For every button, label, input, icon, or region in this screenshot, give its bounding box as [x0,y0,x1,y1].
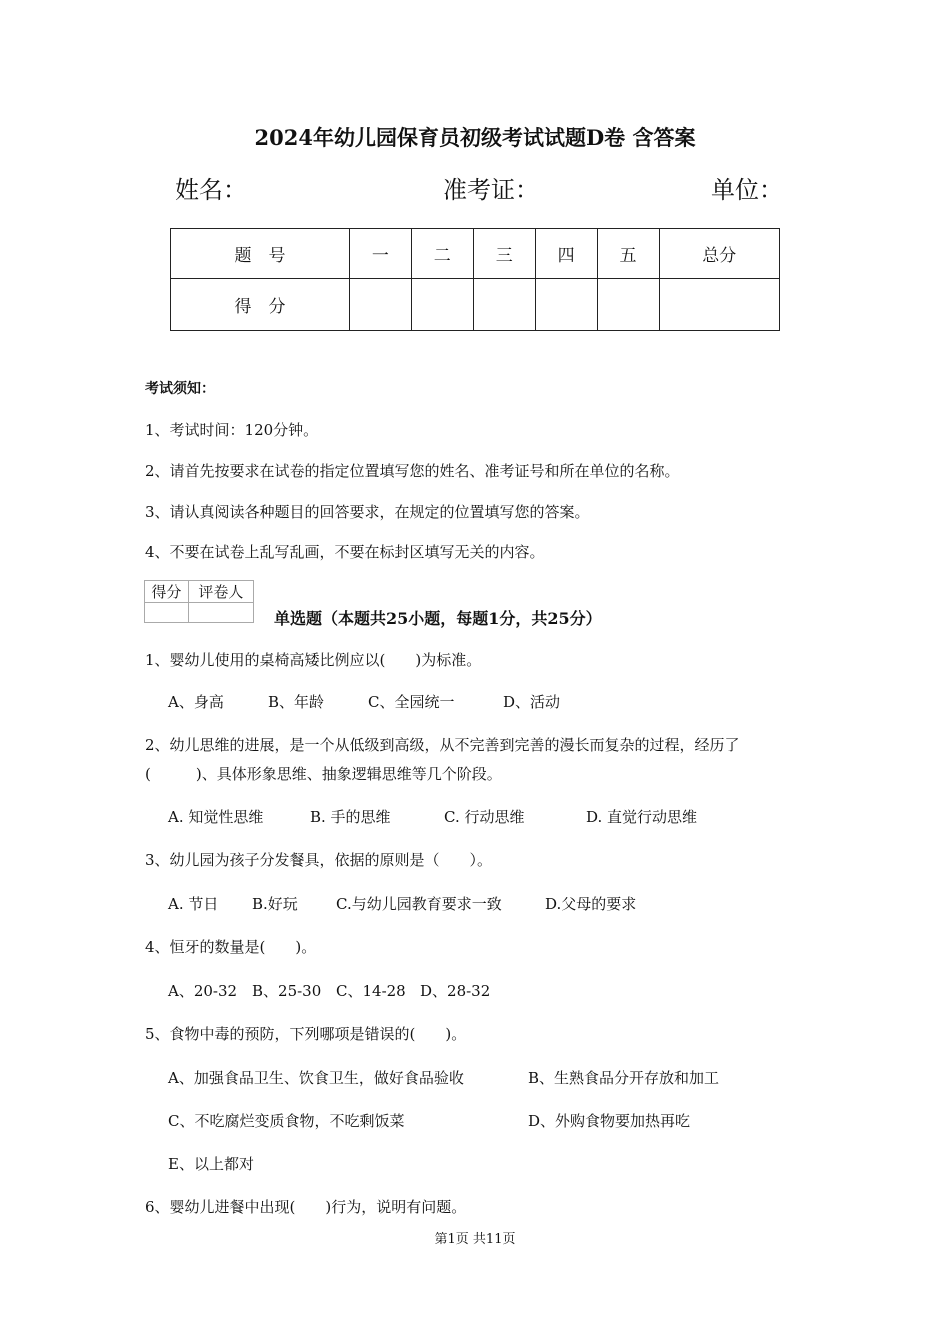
option[interactable]: C、不吃腐烂变质食物，不吃剩饭菜 [168,1112,405,1130]
option[interactable]: D、活动 [503,693,561,711]
exam-id-field-label: 准考证： [443,176,539,204]
question-text: 1、婴幼儿使用的桌椅高矮比例应以( )为标准。 [145,651,482,669]
option[interactable]: D.父母的要求 [545,895,637,913]
question-text: 2、幼儿思维的进展，是一个从低级到高级，从不完善到完善的漫长而复杂的过程，经历了 [145,736,740,754]
score-header-cell: 二 [411,229,473,279]
notice-item: 3、请认真阅读各种题目的回答要求，在规定的位置填写您的答案。 [145,503,590,521]
page-title: 2024年幼儿园保育员初级考试试题D卷 含答案 [254,125,696,150]
score-cell[interactable] [597,279,659,331]
score-table-header-row [171,229,780,279]
score-table [170,228,780,331]
score-cell[interactable] [535,279,597,331]
score-header-cell: 题 号 [171,229,350,279]
option[interactable]: A、20-32 [168,982,238,1000]
notice-item: 1、考试时间：120分钟。 [145,421,319,439]
grader-score-cell[interactable] [145,603,189,623]
score-cell[interactable] [659,279,779,331]
grader-reviewer-label: 评卷人 [188,581,253,603]
option[interactable]: C.与幼儿园教育要求一致 [336,895,502,913]
grader-reviewer-cell[interactable] [188,603,253,623]
option[interactable]: B、生熟食品分开存放和加工 [528,1069,720,1087]
score-row-label: 得 分 [171,279,350,331]
notice-item: 2、请首先按要求在试卷的指定位置填写您的姓名、准考证号和所在单位的名称。 [145,462,680,480]
question-text: 5、食物中毒的预防，下列哪项是错误的( )。 [145,1025,467,1043]
option[interactable]: D. 直觉行动思维 [586,808,698,826]
option[interactable]: B. 手的思维 [310,808,391,826]
score-cell[interactable] [473,279,535,331]
option[interactable]: B、25-30 [252,982,322,1000]
option[interactable]: B.好玩 [252,895,298,913]
name-field-label: 姓名： [175,176,247,204]
question-text: 6、婴幼儿进餐中出现( )行为，说明有问题。 [145,1198,467,1216]
option[interactable]: A. 知觉性思维 [168,808,264,826]
notice-item: 4、不要在试卷上乱写乱画，不要在标封区填写无关的内容。 [145,543,545,561]
option[interactable]: C、14-28 [336,982,406,1000]
option[interactable]: A. 节日 [168,895,219,913]
option[interactable]: A、身高 [168,693,224,711]
score-header-cell: 三 [473,229,535,279]
grader-score-label: 得分 [145,581,189,603]
grader-box [144,580,254,623]
score-header-cell: 五 [597,229,659,279]
option[interactable]: C、全园统一 [368,693,455,711]
score-cell[interactable] [411,279,473,331]
unit-field-label: 单位： [711,176,783,204]
score-table-score-row [171,279,780,331]
option[interactable]: D、外购食物要加热再吃 [528,1112,691,1130]
score-header-cell: 四 [535,229,597,279]
score-header-cell: 总分 [659,229,779,279]
option[interactable]: B、年龄 [268,693,325,711]
option[interactable]: E、以上都对 [168,1155,254,1173]
question-text: 3、幼儿园为孩子分发餐具，依据的原则是（ ）。 [145,851,493,869]
option[interactable]: A、加强食品卫生、饮食卫生，做好食品验收 [168,1069,464,1087]
score-header-cell: 一 [349,229,411,279]
question-text: 4、恒牙的数量是( )。 [145,938,317,956]
section-title: 单选题（本题共25小题，每题1分，共25分） [274,609,602,628]
page-footer: 第1页 共11页 [434,1232,516,1247]
question-text-continued: ( )、具体形象思维、抽象逻辑思维等几个阶段。 [145,765,502,783]
option[interactable]: D、28-32 [420,982,491,1000]
notice-title: 考试须知： [145,381,215,397]
score-cell[interactable] [349,279,411,331]
option[interactable]: C. 行动思维 [444,808,525,826]
